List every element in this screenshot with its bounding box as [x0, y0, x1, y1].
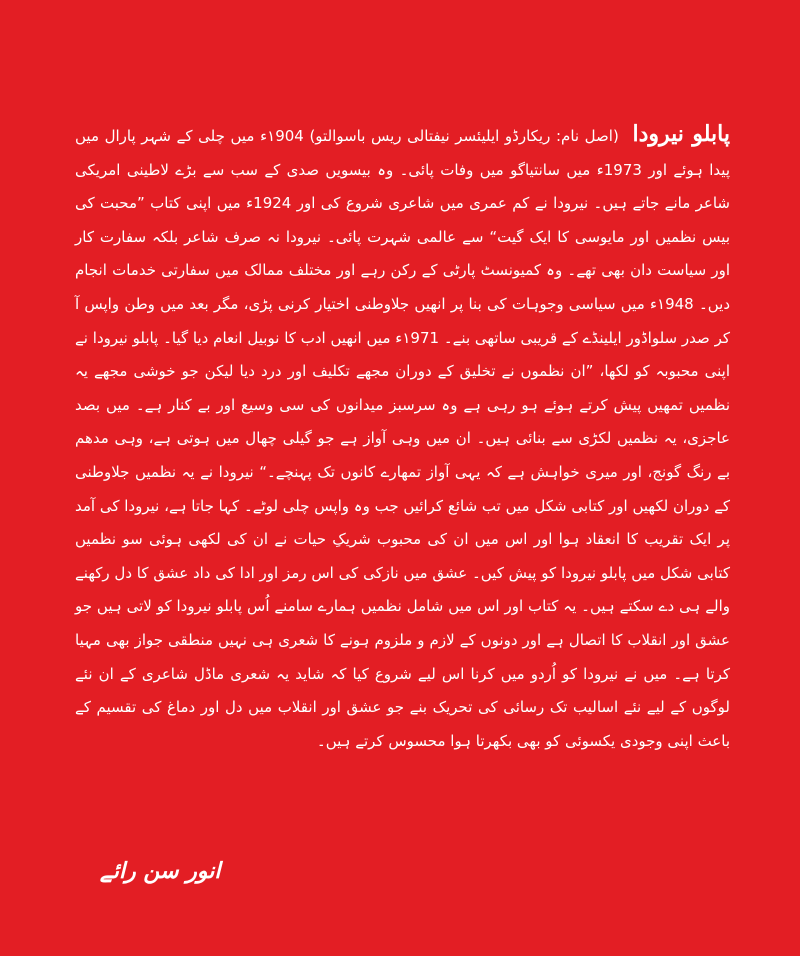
article-text — [75, 118, 730, 758]
author-signature: انور سن رائے — [100, 858, 221, 884]
article-title: پابلو نیرودا — [632, 121, 731, 147]
article-body: (اصل نام: ریکارڈو ایلیئسر نیفتالی ریس باسوالتو) ۱904ء میں چلی کے شہر پارال میں پیدا ہوئے اور 1973ء میں سانتیاگو میں وفات پائی۔ وہ بیسویں صدی کے سب سے بڑے لاطینی امریکی شاعر مانے جاتے ہیں۔ نیرودا نے کم عمری میں شاعری شروع کی اور 1924ء میں اپنی کتاب ”محبت کی بیس نظمیں اور مایوسی کا ایک گیت“ سے عالمی شہرت پائی۔ نیرودا نہ صرف شاعر بلکہ سفارت کار اور سیاست دان بھی تھے۔ وہ کمیونسٹ پارٹی کے رکن رہے اور مختلف ممالک میں سفارتی خدمات انجام دیں۔ ۱948ء میں سیاسی وجوہات کی بنا پر انھیں جلاوطنی اختیار کرنی پڑی، مگر بعد میں وطن واپس آ کر صدر سلواڈور ایلینڈے کے قریبی ساتھی بنے۔ ۱971ء میں انھیں ادب کا نوبیل انعام دیا گیا۔ پابلو نیرودا نے اپنی محبوبہ کو لکھا، ”ان نظموں نے تخلیق کے دوران مجھے تکلیف اور درد دیا لیکن جو خوشی مجھے یہ نظمیں تمھیں پیش کرتے ہوئے ہو رہی ہے وہ سرسبز میدانوں کی سی وسیع اور بے کنار ہے۔ میں بصد عاجزی، یہ نظمیں لکڑی سے بنائی ہیں۔ ان میں وہی آواز ہے جو گیلی چھال میں ہوتی ہے، وہی مدھم بے رنگ گونج، اور میری خواہش ہے کہ یہی آواز تمھارے کانوں تک پہنچے۔“ نیرودا نے یہ نظمیں جلاوطنی کے دوران لکھیں اور کتابی شکل میں تب شائع کرائیں جب وہ واپس چلی لوٹے۔ کہا جاتا ہے، نیرودا کی آمد پر ایک تقریب کا انعقاد ہوا اور اس میں ان کی محبوب شریکِ حیات نے ان کی لکھی ہوئی سو نظمیں کتابی شکل میں پابلو نیرودا کو پیش کیں۔ عشق میں نازکی کی اس رمز اور ادا کی داد عشق کا دل رکھنے والے ہی دے سکتے ہیں۔ یہ کتاب اور اس میں شامل نظمیں ہمارے سامنے اُس پابلو نیرودا کو لاتی ہیں جو عشق اور انقلاب کا اتصال ہے اور دونوں کے لازم و ملزوم ہونے کا شعری ہی نہیں منطقی جواز بھی مہیا کرتا ہے۔ میں نے نیرودا کو اُردو میں کرنا اس لیے شروع کیا کہ شاید یہ شعری ماڈل شاعری کے ان نئے لوگوں کے لیے نئے اسالیب تک رسائی کی تحریک بنے جو عشق اور انقلاب میں دل اور دماغ کی تقسیم کے باعث اپنی وجودی یکسوئی کو بھی بکھرتا ہوا محسوس کرتے ہیں۔ — [75, 127, 731, 750]
